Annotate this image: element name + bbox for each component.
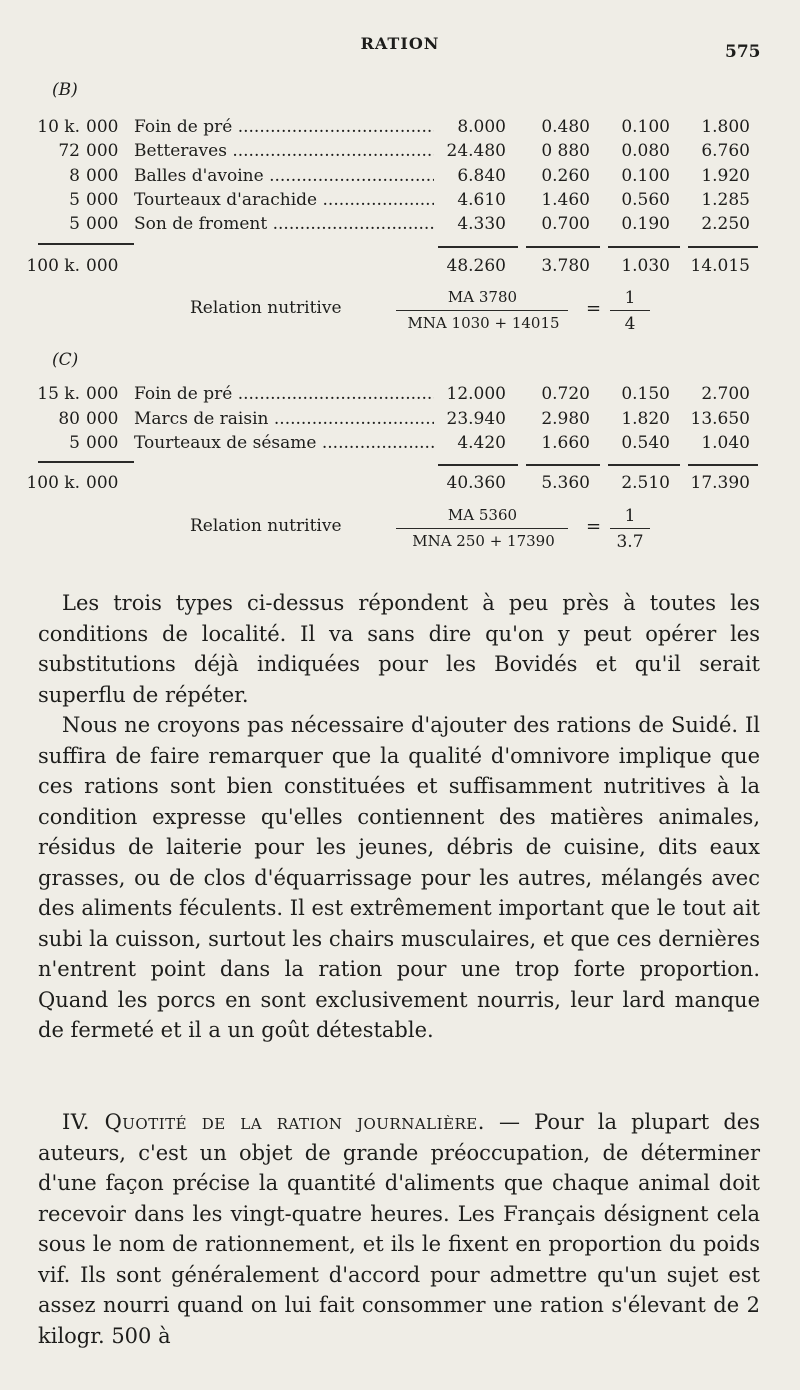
fraction-bar	[610, 528, 650, 529]
sum-rule	[526, 464, 600, 466]
table-row	[0, 190, 800, 214]
sum-rule	[438, 246, 518, 248]
value-col-1: 12.000	[446, 384, 506, 404]
value-col-1: 6.840	[457, 166, 506, 186]
section-text: — Pour la plupart des auteurs, c'est un objet de grande préoccupation, de déterminer d'une façon précise la quantité d'aliments que chaque animal doit recevoir dans les vingt-quatre heures. Les Français désignent cela sous le nom de rationnement, et ils le fixent en proportion du poids vif. Ils sont généralement d'accord pour admettre qu'un sujet est assez nourri quand on lui fait consommer une ration s'élevant de 2 kilogr. 500 à	[38, 1110, 760, 1348]
table-row	[0, 117, 800, 141]
sum-rule	[608, 246, 680, 248]
total-quantity-kg: 100 k.	[26, 473, 80, 493]
total-col-2: 3.780	[541, 256, 590, 276]
paragraph: Nous ne croyons pas nécessaire d'ajouter des rations de Suidé. Il suffira de faire remarquer que la qualité d'omnivore implique que ces rations sont bien constituées et suffisamment nutritives à la condition expresse qu'elles contiennent des matières animales, résidus de laiterie pour les jeunes, débris de cuisine, dits eaux grasses, ou de clos d'équarrissage pour les autres, mélangés avec des aliments féculents. Il est extrêmement important que le tout ait subi la cuisson, surtout les chairs musculaires, et que ces dernières n'entrent point dans la ration pour une trop forte proportion. Quand les porcs en sont exclusivement nourris, leur lard manque de fermeté et il a un goût détestable.	[38, 713, 760, 1042]
equals-sign: =	[586, 516, 602, 537]
quantity-kg: 5	[69, 433, 80, 453]
total-col-1: 48.260	[446, 256, 506, 276]
quantity-kg: 5	[69, 190, 80, 210]
equals-sign: =	[586, 298, 602, 319]
feed-name: Son de froment .....	[134, 214, 434, 234]
value-col-3: 0.540	[621, 433, 670, 453]
feed-name: Balles d'avoine .....	[134, 166, 434, 186]
value-col-2: 0 880	[541, 141, 590, 161]
result-numerator: 1	[624, 288, 636, 308]
value-col-2: 1.660	[541, 433, 590, 453]
table-row	[0, 409, 800, 433]
total-col-2: 5.360	[541, 473, 590, 493]
quantity-g: 000	[86, 166, 119, 186]
value-col-3: 0.100	[621, 166, 670, 186]
result-denominator: 4	[624, 314, 636, 334]
fraction-bar	[396, 528, 568, 529]
relation-numerator: MA 3780	[447, 288, 518, 306]
feed-name: Foin de pré .....	[134, 117, 434, 137]
value-col-3: 0.150	[621, 384, 670, 404]
quantity-g: 000	[86, 384, 119, 404]
value-col-4: 1.040	[701, 433, 750, 453]
result-denominator: 3.7	[616, 532, 644, 552]
relation-label: Relation nutritive	[190, 516, 342, 536]
quantity-g: 000	[86, 433, 119, 453]
quantity-g: 000	[86, 409, 119, 429]
value-col-4: 6.760	[701, 141, 750, 161]
total-col-3: 2.510	[621, 473, 670, 493]
relation-numerator: MA 5360	[447, 506, 518, 524]
value-col-1: 8.000	[457, 117, 506, 137]
sum-rule	[38, 461, 134, 463]
feed-name: Foin de pré .....	[134, 384, 434, 404]
quantity-kg: 80	[58, 409, 80, 429]
quantity-kg: 8	[69, 166, 80, 186]
quantity-g: 000	[86, 190, 119, 210]
relation-denominator: MNA 1030 + 14015	[407, 314, 560, 332]
body-text	[38, 588, 760, 1046]
table-row	[0, 214, 800, 238]
relation-denominator: MNA 250 + 17390	[412, 532, 555, 550]
relation-label: Relation nutritive	[190, 298, 342, 318]
quantity-kg: 72	[58, 141, 80, 161]
total-col-4: 17.390	[690, 473, 750, 493]
sum-rule	[526, 246, 600, 248]
sum-rule	[608, 464, 680, 466]
total-quantity-kg: 100 k.	[26, 256, 80, 276]
paragraph: Les trois types ci-dessus répondent à peu près à toutes les conditions de localité. Il va sans dire qu'on y peut opérer les substitutions déjà indiquées pour les Bovidés et qu'il serait superflu de répéter.	[38, 591, 760, 707]
value-col-1: 24.480	[446, 141, 506, 161]
value-col-4: 1.285	[701, 190, 750, 210]
quantity-kg: 10 k.	[37, 117, 80, 137]
sum-rule	[38, 243, 134, 245]
value-col-1: 4.330	[457, 214, 506, 234]
table-b-label: (B)	[52, 80, 78, 100]
value-col-4: 2.700	[701, 384, 750, 404]
nutritive-relation	[0, 288, 800, 348]
nutritive-relation	[0, 506, 800, 566]
sum-rule	[438, 464, 518, 466]
total-col-1: 40.360	[446, 473, 506, 493]
sum-rule	[688, 246, 758, 248]
feed-name: Tourteaux de sésame .....	[134, 433, 434, 453]
value-col-1: 4.610	[457, 190, 506, 210]
value-col-4: 2.250	[701, 214, 750, 234]
total-quantity-g: 000	[86, 473, 119, 493]
running-title: RATION	[360, 34, 440, 53]
feed-name: Betteraves .....	[134, 141, 434, 161]
feed-name: Marcs de raisin .....	[134, 409, 434, 429]
value-col-3: 1.820	[621, 409, 670, 429]
quantity-kg: 5	[69, 214, 80, 234]
table-row	[0, 433, 800, 457]
value-col-2: 2.980	[541, 409, 590, 429]
quantity-g: 000	[86, 141, 119, 161]
table-c-label: (C)	[52, 350, 79, 370]
total-col-3: 1.030	[621, 256, 670, 276]
total-row	[0, 256, 800, 280]
value-col-4: 13.650	[690, 409, 750, 429]
value-col-2: 1.460	[541, 190, 590, 210]
total-col-4: 14.015	[690, 256, 750, 276]
total-row	[0, 473, 800, 497]
sum-rule	[688, 464, 758, 466]
value-col-3: 0.190	[621, 214, 670, 234]
table-row	[0, 384, 800, 408]
section-iv	[38, 1107, 760, 1351]
value-col-1: 4.420	[457, 433, 506, 453]
section-heading: IV. Quotité de la ration journalière.	[62, 1110, 485, 1134]
value-col-2: 0.260	[541, 166, 590, 186]
value-col-3: 0.080	[621, 141, 670, 161]
quantity-kg: 15 k.	[37, 384, 80, 404]
fraction-bar	[396, 310, 568, 311]
result-numerator: 1	[624, 506, 636, 526]
table-row	[0, 141, 800, 165]
total-quantity-g: 000	[86, 256, 119, 276]
value-col-4: 1.920	[701, 166, 750, 186]
value-col-3: 0.100	[621, 117, 670, 137]
value-col-2: 0.480	[541, 117, 590, 137]
value-col-1: 23.940	[446, 409, 506, 429]
value-col-3: 0.560	[621, 190, 670, 210]
quantity-g: 000	[86, 117, 119, 137]
paragraph	[38, 1107, 760, 1351]
feed-name: Tourteaux d'arachide .....	[134, 190, 434, 210]
quantity-g: 000	[86, 214, 119, 234]
fraction-bar	[610, 310, 650, 311]
value-col-4: 1.800	[701, 117, 750, 137]
table-row	[0, 166, 800, 190]
value-col-2: 0.700	[541, 214, 590, 234]
value-col-2: 0.720	[541, 384, 590, 404]
page-number: 575	[725, 42, 761, 62]
